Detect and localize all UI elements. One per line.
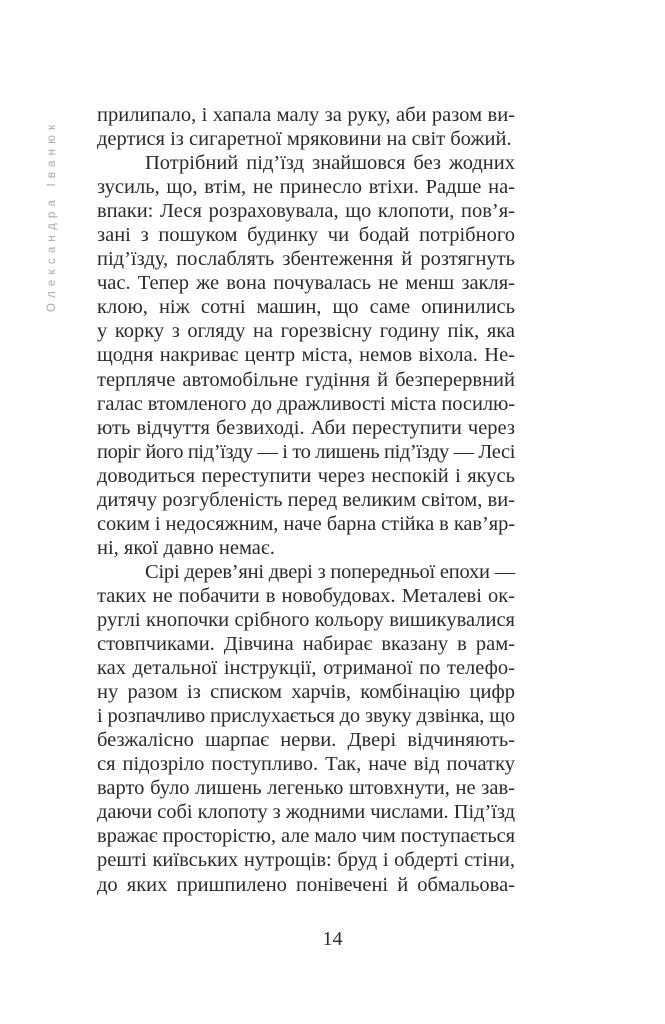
text-line — [97, 319, 515, 343]
page-number: 14 — [322, 928, 343, 950]
text-line — [97, 536, 515, 560]
text-line-content: терпляче автомобільне гудіння й безперервний — [97, 368, 515, 391]
text-line — [97, 440, 515, 464]
text-line — [97, 103, 515, 127]
text-line-content: прилипало, і хапала малу за руку, аби разом ви- — [97, 104, 515, 126]
text-line — [97, 776, 515, 800]
text-line-content: таких не побачити в новобудовах. Металеві ок- — [97, 584, 515, 607]
text-line — [97, 199, 515, 223]
text-line — [97, 824, 515, 848]
text-line — [97, 127, 515, 151]
text-line — [97, 175, 515, 199]
text-line — [97, 295, 515, 319]
text-line-content: клою, ніж сотні машин, що саме опинились — [97, 296, 515, 319]
text-line-content: зусиль, що, втім, не принесло втіхи. Радше на- — [97, 176, 515, 199]
text-line-content: стовпчиками. Дівчина набирає вказану в рам- — [97, 633, 515, 656]
text-line-content: доводиться переступити через неспокій і якусь — [97, 464, 515, 487]
running-head-author: Олександра Іванюк — [46, 119, 58, 312]
text-line-content: Потрібний під’їзд знайшовся без жодних — [145, 152, 515, 175]
text-line-content: ну разом із списком харчів, комбінацію цифр — [97, 681, 515, 704]
text-line — [97, 560, 515, 584]
text-line — [97, 873, 515, 897]
text-line — [97, 368, 515, 392]
text-line — [97, 271, 515, 295]
text-line — [97, 656, 515, 680]
text-line — [97, 464, 515, 488]
text-line-content: ють відчуття безвиході. Аби переступити через — [97, 416, 515, 439]
text-line-content: соким і недосяжним, наче барна стійка в кав’яр- — [97, 512, 515, 535]
text-line-content: ні, якої давно немає. — [97, 536, 275, 559]
text-line — [97, 247, 515, 271]
text-line-content: варто було лишень легенько штовхнути, не зав- — [97, 777, 515, 800]
text-line-content: вражає просторістю, але мало чим поступається — [97, 825, 515, 848]
text-line-content: поріг його під’їзду — і то лишень під’їзду — Лесі — [97, 440, 515, 463]
text-line — [97, 632, 515, 656]
text-line-content: і розпачливо прислухається до звуку дзвінка, що — [97, 705, 515, 728]
text-line-content: галас втомленого до дражливості міста посилю- — [97, 392, 515, 415]
text-line-content: решті київських нутрощів: бруд і обдерті стіни, — [97, 849, 515, 872]
text-line-content: до яких пришпилено понівечені й обмальова- — [97, 873, 515, 896]
text-line — [97, 728, 515, 752]
text-line — [97, 416, 515, 440]
text-line-content: у корку з огляду на горезвісну годину пік, яка — [97, 320, 515, 343]
text-line-content: дертися із сигаретної мряковини на світ божий. — [97, 128, 512, 151]
text-line-content: зані з пошуком будинку чи бодай потрібного — [97, 224, 515, 247]
text-line-content: під’їзду, послаблять збентеження й розтягнуть — [97, 248, 515, 271]
text-line — [97, 752, 515, 776]
text-line-content: щодня накриває центр міста, немов віхола. Не- — [97, 344, 515, 367]
text-line-content: ках детальної інструкції, отриманої по телефо- — [97, 657, 515, 680]
text-line-content: впаки: Леся розраховувала, що клопоти, пов’я- — [97, 200, 515, 223]
body-text — [97, 103, 515, 897]
text-line — [97, 800, 515, 824]
text-line — [97, 488, 515, 512]
text-line — [97, 848, 515, 872]
text-line-content: дитячу розгубленість перед великим світом, ви- — [97, 488, 515, 511]
text-line — [97, 223, 515, 247]
text-line-content: час. Тепер же вона почувалась не менш закля- — [97, 272, 515, 295]
text-line — [97, 392, 515, 416]
text-line — [97, 608, 515, 632]
text-line-content: даючи собі клопоту з жодними числами. Під’їзд — [97, 801, 515, 824]
text-line-content: Сірі дерев’яні двері з попередньої епохи — — [145, 560, 515, 583]
text-line — [97, 584, 515, 608]
text-line — [97, 704, 515, 728]
text-line — [97, 343, 515, 367]
text-line-content: безжалісно шарпає нерви. Двері відчиняють- — [97, 729, 515, 752]
text-line — [97, 680, 515, 704]
text-line-content: ся підозріло поступливо. Так, наче від початку — [97, 753, 515, 776]
text-line-content: руглі кнопочки срібного кольору вишикувалися — [97, 608, 515, 631]
text-line — [97, 151, 515, 175]
text-line — [97, 512, 515, 536]
